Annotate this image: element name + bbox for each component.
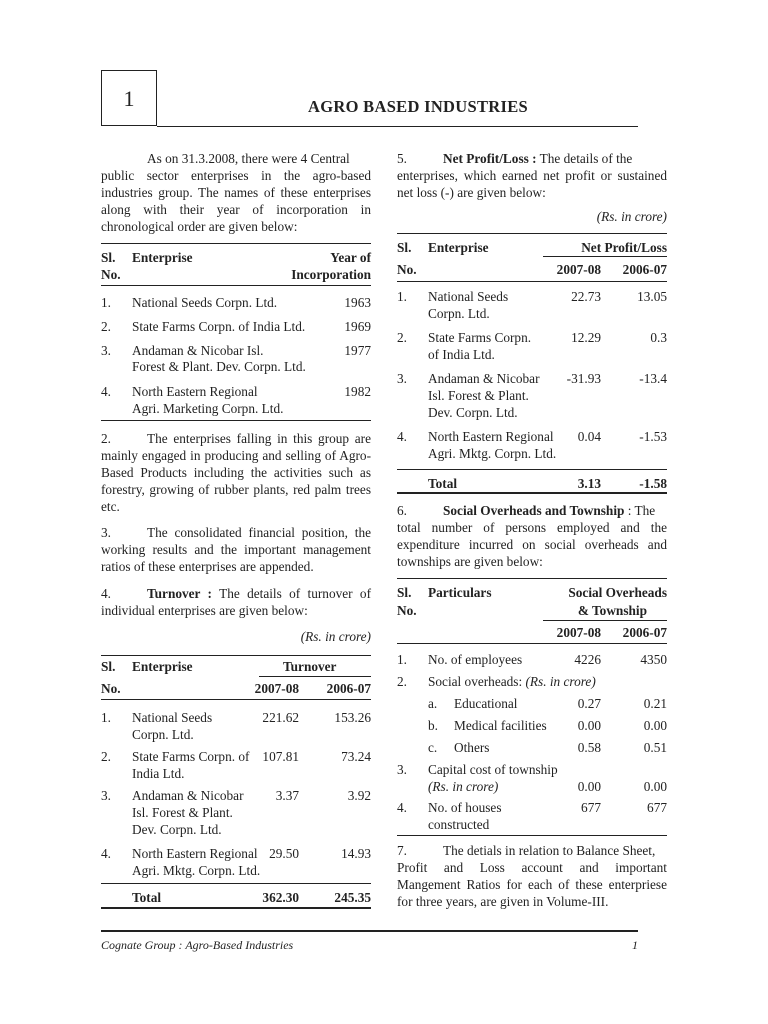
col-no: No. bbox=[397, 603, 417, 618]
table-cell: 73.24 bbox=[341, 749, 371, 764]
table-cell: 0.27 bbox=[577, 696, 601, 711]
table-cell: State Farms Corpn. bbox=[428, 330, 532, 345]
row-unit: (Rs. in crore) bbox=[525, 674, 596, 689]
paragraph-6 bbox=[397, 502, 667, 570]
para-text: The consolidated financial position, the working results and the important management ratios of these enterprises are appended. bbox=[101, 525, 371, 574]
table-cell: No. of houses bbox=[428, 800, 502, 815]
table-cell: 14.93 bbox=[341, 846, 371, 861]
total-value: 362.30 bbox=[262, 890, 299, 905]
table-cell: (Rs. in crore) bbox=[428, 779, 499, 794]
table-cell: -31.93 bbox=[566, 371, 601, 386]
col-year: 2006-07 bbox=[622, 262, 667, 277]
table-cell: 2. bbox=[101, 749, 111, 764]
col-no: No. bbox=[101, 267, 121, 282]
table-rule bbox=[101, 699, 371, 700]
table-cell: 0.00 bbox=[643, 718, 667, 733]
table-cell: North Eastern Regional bbox=[132, 384, 258, 399]
table-rule bbox=[101, 655, 371, 656]
table-cell: Educational bbox=[454, 696, 518, 711]
table-cell: of India Ltd. bbox=[428, 347, 495, 362]
table-cell: -1.53 bbox=[639, 429, 667, 444]
table-rule bbox=[397, 492, 667, 494]
col-group: Turnover bbox=[283, 659, 337, 674]
para-text: total number of persons employed and the expenditure incurred on social overheads and townships are given below: bbox=[397, 520, 667, 569]
table-rule bbox=[397, 643, 667, 644]
table-cell: 0.04 bbox=[577, 429, 601, 444]
paragraph-7 bbox=[397, 842, 667, 910]
col-group: Social Overheads bbox=[568, 585, 667, 600]
table-cell: 0.21 bbox=[643, 696, 667, 711]
col-no: No. bbox=[397, 262, 417, 277]
col-year: 2006-07 bbox=[326, 681, 371, 696]
col-year: 2007-08 bbox=[556, 625, 601, 640]
col-year: 2007-08 bbox=[556, 262, 601, 277]
table-cell: 0.3 bbox=[650, 330, 667, 345]
paragraph-4 bbox=[101, 585, 371, 619]
table-cell: 4226 bbox=[574, 652, 601, 667]
table-cell: 0.58 bbox=[577, 740, 601, 755]
table-cell: North Eastern Regional bbox=[428, 429, 554, 444]
table-rule bbox=[543, 256, 667, 257]
table-cell: 3.92 bbox=[347, 788, 371, 803]
table-rule bbox=[101, 907, 371, 909]
table-cell: 12.29 bbox=[571, 330, 601, 345]
table-cell: Andaman & Nicobar bbox=[428, 371, 540, 386]
table-cell: State Farms Corpn. of India Ltd. bbox=[132, 319, 306, 334]
chapter-number: 1 bbox=[123, 86, 135, 111]
chapter-number-box bbox=[101, 70, 157, 126]
header-rule bbox=[157, 126, 638, 127]
page-number: 1 bbox=[632, 938, 638, 952]
table-cell: 0.51 bbox=[643, 740, 667, 755]
col-group: Net Profit/Loss bbox=[581, 240, 667, 255]
footer-rule bbox=[101, 930, 638, 932]
para-text: The details of turnover of individual enterprises are given below: bbox=[101, 586, 371, 618]
table-rule bbox=[397, 281, 667, 282]
table-cell: Agri. Marketing Corpn. Ltd. bbox=[132, 401, 284, 416]
table-cell: c. bbox=[428, 740, 438, 755]
para-text: The bbox=[634, 503, 656, 518]
col-group: & Township bbox=[577, 603, 647, 618]
table-cell: -13.4 bbox=[639, 371, 667, 386]
table-cell: 0.00 bbox=[643, 779, 667, 794]
table-cell: 2. bbox=[101, 319, 111, 334]
chapter-title: AGRO BASED INDUSTRIES bbox=[308, 97, 528, 116]
paragraph-2 bbox=[101, 430, 371, 515]
table-cell: State Farms Corpn. of bbox=[132, 749, 250, 764]
table-cell: 1. bbox=[397, 652, 407, 667]
table-cell: North Eastern Regional bbox=[132, 846, 258, 861]
paragraph-5 bbox=[397, 150, 667, 201]
total-value: -1.58 bbox=[639, 476, 667, 491]
table-cell: 1982 bbox=[344, 384, 371, 399]
total-value: 245.35 bbox=[334, 890, 371, 905]
table-cell: Capital cost of township bbox=[428, 762, 558, 777]
unit-label: (Rs. in crore) bbox=[596, 209, 667, 224]
para-number: 6. bbox=[397, 503, 407, 518]
table-cell: a. bbox=[428, 696, 438, 711]
total-label: Total bbox=[132, 890, 162, 905]
table-cell: Dev. Corpn. Ltd. bbox=[428, 405, 518, 420]
table-rule bbox=[101, 420, 371, 421]
table-cell: National Seeds Corpn. Ltd. bbox=[132, 295, 278, 310]
para-number: 4. bbox=[101, 586, 111, 601]
table-cell: Andaman & Nicobar Isl. bbox=[132, 343, 264, 358]
table-cell: b. bbox=[428, 718, 438, 733]
col-enterprise: Enterprise bbox=[132, 250, 193, 265]
table-cell: 221.62 bbox=[262, 710, 299, 725]
table-cell: 3.37 bbox=[275, 788, 299, 803]
table-cell: 677 bbox=[581, 800, 601, 815]
table-cell bbox=[428, 673, 596, 690]
table-cell: Medical facilities bbox=[454, 718, 547, 733]
total-value: 3.13 bbox=[577, 476, 601, 491]
table-cell: 1. bbox=[397, 289, 407, 304]
col-year: 2007-08 bbox=[254, 681, 299, 696]
para-text: enterprises, which earned net profit or sustained net loss (-) are given below: bbox=[397, 168, 667, 200]
para-text: The enterprises falling in this group are mainly engaged in producing and selling of Agro-Based Products including the activities such as forestry, growing of rubber plants, red palm trees etc. bbox=[101, 431, 371, 514]
table-rule bbox=[259, 676, 371, 677]
table-cell: 107.81 bbox=[262, 749, 299, 764]
col-sl: Sl. bbox=[101, 250, 116, 265]
table-rule bbox=[397, 578, 667, 579]
table-cell: 0.00 bbox=[577, 718, 601, 733]
table-cell: 1969 bbox=[344, 319, 371, 334]
table-cell: Agri. Mktg. Corpn. Ltd. bbox=[428, 446, 557, 461]
intro-paragraph bbox=[101, 150, 371, 235]
table-cell: Others bbox=[454, 740, 490, 755]
para-number: 5. bbox=[397, 151, 407, 166]
table-cell: 1977 bbox=[344, 343, 371, 358]
table-cell: 677 bbox=[647, 800, 667, 815]
col-no: No. bbox=[101, 681, 121, 696]
table-cell: Forest & Plant. Dev. Corpn. Ltd. bbox=[132, 359, 306, 374]
table-cell: 2. bbox=[397, 330, 407, 345]
table-cell: No. of employees bbox=[428, 652, 523, 667]
table-rule bbox=[543, 620, 667, 621]
para-number: 7. bbox=[397, 843, 407, 858]
table-cell: Dev. Corpn. Ltd. bbox=[132, 822, 222, 837]
table-cell: 13.05 bbox=[637, 289, 667, 304]
table-cell: National Seeds bbox=[428, 289, 509, 304]
table-cell: 3. bbox=[101, 343, 111, 358]
col-particulars: Particulars bbox=[428, 585, 492, 600]
para-text: The detials in relation to Balance Sheet, bbox=[443, 843, 656, 858]
table-rule bbox=[397, 469, 667, 470]
para-heading: Turnover : bbox=[147, 586, 212, 601]
table-cell: 29.50 bbox=[269, 846, 299, 861]
table-cell: 3. bbox=[397, 762, 407, 777]
table-cell: Agri. Mktg. Corpn. Ltd. bbox=[132, 863, 261, 878]
para-sep: : bbox=[624, 503, 635, 518]
table-cell: constructed bbox=[428, 817, 490, 832]
table-cell: 153.26 bbox=[334, 710, 371, 725]
table-cell: National Seeds bbox=[132, 710, 213, 725]
row-label: Social overheads: bbox=[428, 674, 523, 689]
intro-line1: As on 31.3.2008, there were 4 Central bbox=[147, 151, 350, 166]
table-cell: 4. bbox=[397, 800, 407, 815]
table-rule bbox=[101, 285, 371, 286]
table-rule bbox=[397, 233, 667, 234]
intro-rest: public sector enterprises in the agro-based industries group. The names of these enterprises along with their year of incorporation in chronological order are given below: bbox=[101, 168, 371, 234]
table-cell: 1. bbox=[101, 295, 111, 310]
table-cell: 3. bbox=[101, 788, 111, 803]
col-enterprise: Enterprise bbox=[428, 240, 489, 255]
col-sl: Sl. bbox=[101, 659, 116, 674]
para-number: 2. bbox=[101, 431, 111, 446]
para-heading: Social Overheads and Township bbox=[443, 503, 625, 518]
table-cell: 4. bbox=[397, 429, 407, 444]
col-sl: Sl. bbox=[397, 240, 412, 255]
col-enterprise: Enterprise bbox=[132, 659, 193, 674]
para-heading: Net Profit/Loss : bbox=[443, 151, 537, 166]
table-cell: Corpn. Ltd. bbox=[132, 727, 194, 742]
para-text: Profit and Loss account and important Mangement Ratios for each of these enterpriese for three years, are given in Volume-III. bbox=[397, 860, 667, 909]
table-rule bbox=[101, 883, 371, 884]
col-sl: Sl. bbox=[397, 585, 412, 600]
table-cell: 2. bbox=[397, 674, 407, 689]
table-cell: 1963 bbox=[344, 295, 371, 310]
col-year-1: Year of bbox=[330, 250, 371, 265]
table-rule bbox=[101, 243, 371, 244]
table-cell: 3. bbox=[397, 371, 407, 386]
total-label: Total bbox=[428, 476, 458, 491]
para-number: 3. bbox=[101, 525, 111, 540]
table-cell: 0.00 bbox=[577, 779, 601, 794]
table-cell: 22.73 bbox=[571, 289, 601, 304]
table-cell: Isl. Forest & Plant. bbox=[428, 388, 529, 403]
table-cell: 1. bbox=[101, 710, 111, 725]
table-cell: Corpn. Ltd. bbox=[428, 306, 490, 321]
footer-running-title: Cognate Group : Agro-Based Industries bbox=[101, 938, 294, 952]
table-cell: 4. bbox=[101, 384, 111, 399]
table-cell: 4. bbox=[101, 846, 111, 861]
col-year-2: Incorporation bbox=[291, 267, 371, 282]
table-cell: India Ltd. bbox=[132, 766, 185, 781]
unit-label: (Rs. in crore) bbox=[300, 629, 371, 644]
table-cell: 4350 bbox=[640, 652, 667, 667]
table-rule bbox=[397, 835, 667, 836]
col-year: 2006-07 bbox=[622, 625, 667, 640]
table-cell: Isl. Forest & Plant. bbox=[132, 805, 233, 820]
paragraph-3 bbox=[101, 524, 371, 575]
para-text: The details of the bbox=[539, 151, 633, 166]
table-cell: Andaman & Nicobar bbox=[132, 788, 244, 803]
